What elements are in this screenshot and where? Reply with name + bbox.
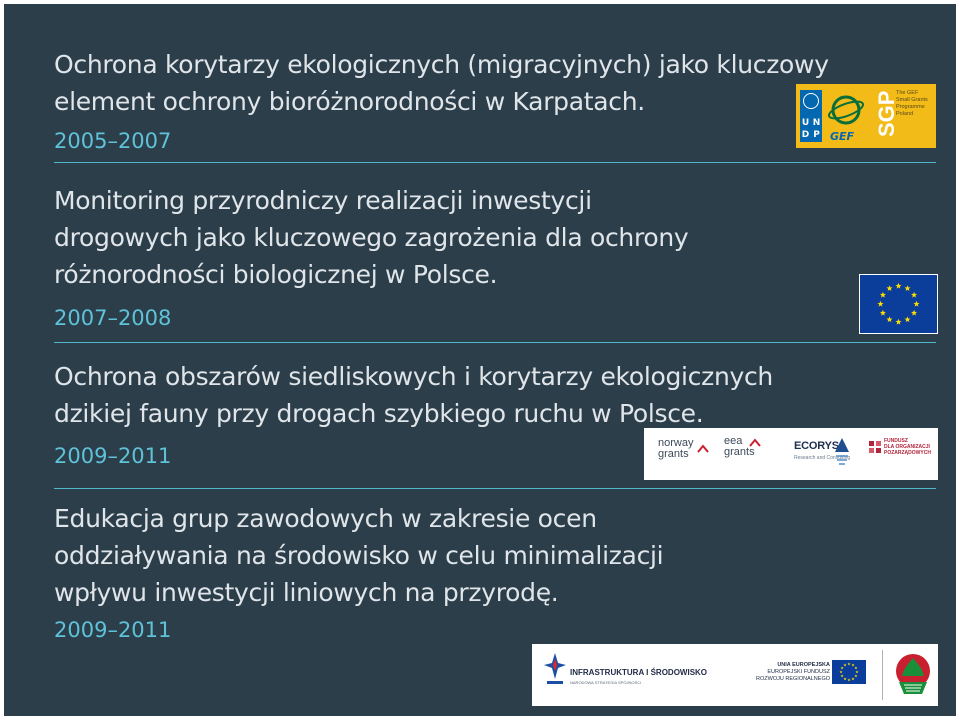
fundusz-line: POZARZĄDOWYCH bbox=[884, 450, 931, 456]
project-2-title-line-2: drogowych jako kluczowego zagrożenia dla ochrony bbox=[54, 223, 689, 252]
eu-star bbox=[854, 674, 857, 677]
ue-fund-label bbox=[740, 662, 830, 683]
eu-star bbox=[851, 677, 854, 680]
project-2-title bbox=[54, 182, 688, 293]
fundusz-line: FUNDUSZ bbox=[884, 438, 908, 444]
eea-grants-icon bbox=[748, 436, 762, 450]
eu-star bbox=[886, 316, 892, 322]
ecorys-logo: ECORYS bbox=[794, 440, 839, 452]
ue-fund-line: ROZWOJU REGIONALNEGO bbox=[756, 676, 830, 682]
eu-star bbox=[904, 285, 910, 291]
project-4-years: 2009–2011 bbox=[54, 618, 172, 642]
eu-star bbox=[886, 285, 892, 291]
eu-star bbox=[841, 674, 844, 677]
project-1-title-line-2: element ochrony bioróżnorodności w Karpatach. bbox=[54, 87, 645, 116]
eu-star bbox=[847, 678, 850, 681]
norway-grants-logo bbox=[658, 438, 693, 460]
eu-stars-icon bbox=[860, 275, 937, 333]
infrastruktura-title: INFRASTRUKTURA I ŚRODOWISKO bbox=[570, 668, 708, 677]
sgp-caption-line: Poland bbox=[896, 111, 914, 117]
project-2-years: 2007–2008 bbox=[54, 306, 172, 330]
ecorys-mountain-icon bbox=[834, 436, 850, 466]
undp-letter: U bbox=[801, 118, 810, 128]
ue-fund-line: UNIA EUROPEJSKA bbox=[777, 662, 830, 668]
sgp-label: SGP bbox=[874, 90, 899, 137]
donor-logos bbox=[644, 428, 938, 480]
eu-star bbox=[880, 310, 886, 316]
eu-star bbox=[843, 663, 846, 666]
gef-globe-icon bbox=[826, 90, 866, 130]
project-3-title bbox=[54, 358, 773, 432]
nss-star-icon bbox=[544, 653, 566, 689]
sgp-caption-line: Programme bbox=[896, 104, 925, 110]
undp-logo bbox=[800, 90, 822, 142]
eea-grants-line: eea bbox=[724, 435, 743, 447]
ue-flag-logo bbox=[832, 660, 866, 684]
sgp-caption-line: The GEF bbox=[896, 90, 919, 96]
eu-star bbox=[839, 670, 842, 673]
gddkia-emblem-icon bbox=[894, 652, 932, 698]
project-4-title-line-1: Edukacja grup zawodowych w zakresie ocen bbox=[54, 504, 597, 533]
gef-sgp-logo bbox=[796, 84, 936, 148]
eu-star bbox=[913, 301, 919, 307]
sgp-caption bbox=[896, 90, 934, 118]
ecorys-subtitle: Research and Consulting bbox=[794, 455, 851, 461]
project-3-title-line-2: dzikiej fauny przy drogach szybkiego ruchu w Polsce. bbox=[54, 399, 704, 428]
eu-star bbox=[841, 666, 844, 669]
fundusz-logo bbox=[884, 438, 934, 456]
norway-grants-line: grants bbox=[658, 448, 689, 460]
project-4-title bbox=[54, 500, 663, 611]
project-2-title-line-1: Monitoring przyrodniczy realizacji inwestycji bbox=[54, 186, 592, 215]
fundusz-icon bbox=[868, 440, 882, 454]
project-1-title bbox=[54, 46, 829, 120]
undp-letter: D bbox=[801, 130, 810, 140]
divider-1 bbox=[54, 162, 936, 163]
eu-star bbox=[855, 670, 858, 673]
undp-letter: N bbox=[812, 118, 821, 128]
eu-star bbox=[880, 292, 886, 298]
eu-star bbox=[877, 301, 883, 307]
fundusz-line: DLA ORGANIZACJI bbox=[884, 444, 930, 450]
divider-2 bbox=[54, 342, 936, 343]
eu-star bbox=[895, 283, 901, 289]
project-1-years: 2005–2007 bbox=[54, 129, 172, 153]
eu-star bbox=[854, 666, 857, 669]
eu-star bbox=[847, 662, 850, 665]
ue-fund-line: EUROPEJSKI FUNDUSZ bbox=[767, 669, 830, 675]
sgp-caption-line: Small Grants bbox=[896, 97, 928, 103]
divider-3 bbox=[54, 488, 936, 489]
logo-separator bbox=[882, 650, 883, 700]
eu-flag-logo bbox=[859, 274, 938, 334]
infrastruktura-logos bbox=[532, 644, 938, 706]
un-emblem-icon bbox=[803, 93, 819, 109]
slide bbox=[4, 4, 956, 716]
project-4-title-line-2: oddziaływania na środowisko w celu minimalizacji bbox=[54, 541, 664, 570]
eu-star bbox=[851, 663, 854, 666]
eea-grants-line: grants bbox=[724, 446, 755, 458]
eu-star bbox=[904, 316, 910, 322]
project-1-title-line-1: Ochrona korytarzy ekologicznych (migracyjnych) jako kluczowy bbox=[54, 50, 829, 79]
undp-letter: P bbox=[813, 130, 820, 140]
norway-grants-icon bbox=[696, 442, 710, 456]
project-3-title-line-1: Ochrona obszarów siedliskowych i korytarzy ekologicznych bbox=[54, 362, 773, 391]
norway-grants-line: norway bbox=[658, 437, 694, 449]
project-4-title-line-3: wpływu inwestycji liniowych na przyrodę. bbox=[54, 578, 559, 607]
eu-star bbox=[843, 677, 846, 680]
gef-label: GEF bbox=[830, 130, 855, 143]
infrastruktura-subtitle: NARODOWA STRATEGIA SPÓJNOŚCI bbox=[570, 680, 642, 685]
project-3-years: 2009–2011 bbox=[54, 444, 172, 468]
eu-star bbox=[895, 319, 901, 325]
eu-star bbox=[911, 292, 917, 298]
project-2-title-line-3: różnorodności biologicznej w Polsce. bbox=[54, 260, 498, 289]
eu-star bbox=[911, 310, 917, 316]
eu-stars-icon bbox=[832, 660, 866, 684]
